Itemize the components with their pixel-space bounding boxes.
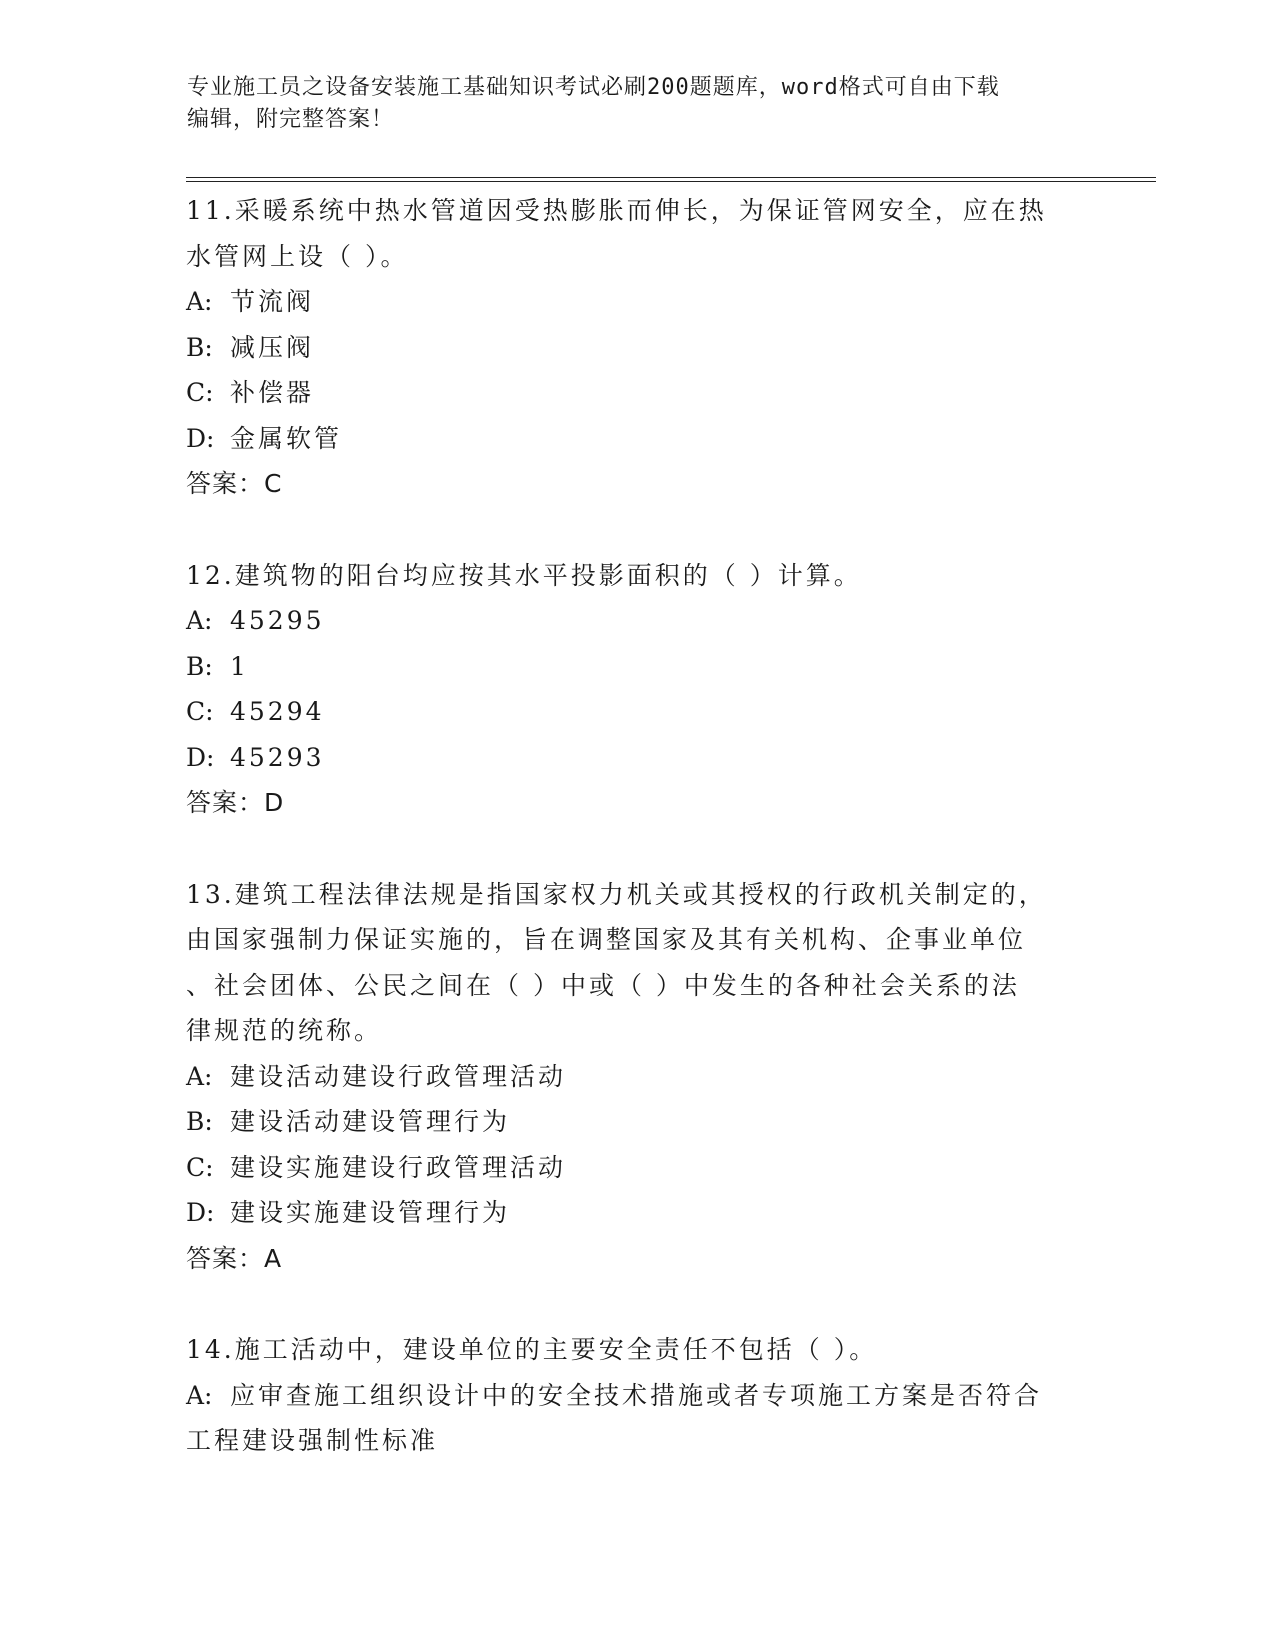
- option-text: 补偿器: [230, 378, 315, 407]
- option-b: [186, 644, 1086, 690]
- question-14: [186, 1327, 1086, 1464]
- option-a: [186, 1054, 1086, 1100]
- option-a: [186, 1373, 1086, 1419]
- question-13: [186, 872, 1086, 1282]
- header-line-2: 编辑，附完整答案！: [187, 107, 395, 132]
- question-12: [186, 553, 1086, 826]
- question-stem-line: 、社会团体、公民之间在（ ）中或（ ）中发生的各种社会关系的法: [186, 970, 1020, 1000]
- option-text: 45294: [230, 697, 325, 726]
- option-b: [186, 325, 1086, 371]
- option-text: 节流阀: [230, 287, 315, 316]
- option-key: D:: [186, 423, 215, 453]
- question-stem-line: 12.建筑物的阳台均应按其水平投影面积的（ ）计算。: [186, 560, 862, 590]
- answer-line: 答案：D: [186, 788, 285, 817]
- option-d: [186, 735, 1086, 781]
- question-stem-line: 13.建筑工程法律法规是指国家权力机关或其授权的行政机关制定的，: [186, 879, 1047, 909]
- option-text: 45293: [230, 742, 325, 772]
- header-divider-bottom: [186, 181, 1156, 182]
- answer-line: 答案：C: [186, 469, 283, 498]
- option-a: [186, 279, 1086, 325]
- option-key: B:: [186, 1107, 213, 1136]
- option-text: 金属软管: [230, 423, 343, 453]
- option-text: 1: [230, 651, 249, 681]
- option-text: 建设实施建设行政管理活动: [230, 1152, 567, 1182]
- option-text: 45295: [230, 606, 325, 635]
- question-stem-line: 14.施工活动中，建设单位的主要安全责任不包括（ ）。: [186, 1335, 878, 1364]
- question-stem-line: 11.采暖系统中热水管道因受热膨胀而伸长，为保证管网安全，应在热: [186, 196, 1047, 225]
- question-stem-line: 律规范的统称。: [186, 1016, 383, 1045]
- option-b: [186, 1099, 1086, 1145]
- question-stem-line: 水管网上设（ ）。: [186, 241, 409, 271]
- answer-line: 答案：A: [186, 1243, 283, 1273]
- option-text: 应审查施工组织设计中的安全技术措施或者专项施工方案是否符合: [230, 1380, 1043, 1410]
- header-divider-top: [186, 177, 1156, 178]
- option-text: 建设实施建设管理行为: [230, 1198, 511, 1227]
- option-key: A:: [186, 1380, 213, 1410]
- option-c: [186, 689, 1086, 735]
- option-key: B:: [186, 651, 213, 681]
- option-c: [186, 1145, 1086, 1191]
- option-continuation: 工程建设强制性标准: [186, 1426, 439, 1455]
- option-key: A:: [186, 1061, 213, 1091]
- question-stem-line: 由国家强制力保证实施的，旨在调整国家及其有关机构、企事业单位: [186, 925, 1027, 954]
- header-line-1: 专业施工员之设备安装施工基础知识考试必刷200题题库，word格式可自由下载: [187, 75, 1000, 100]
- option-a: [186, 598, 1086, 644]
- option-text: 建设活动建设管理行为: [230, 1107, 511, 1136]
- option-c: [186, 370, 1086, 416]
- option-d: [186, 1190, 1086, 1236]
- question-list: [186, 188, 1086, 1464]
- option-text: 减压阀: [230, 332, 315, 362]
- option-key: C:: [186, 697, 214, 726]
- option-key: C:: [186, 1152, 214, 1182]
- option-d: [186, 416, 1086, 462]
- question-11: [186, 188, 1086, 507]
- option-text: 建设活动建设行政管理活动: [230, 1061, 567, 1091]
- option-key: D:: [186, 742, 215, 772]
- option-key: D:: [186, 1198, 215, 1227]
- option-key: B:: [186, 332, 213, 362]
- option-key: A:: [186, 606, 213, 635]
- option-key: A:: [186, 287, 213, 316]
- document-header: [187, 72, 1067, 136]
- option-key: C:: [186, 378, 214, 407]
